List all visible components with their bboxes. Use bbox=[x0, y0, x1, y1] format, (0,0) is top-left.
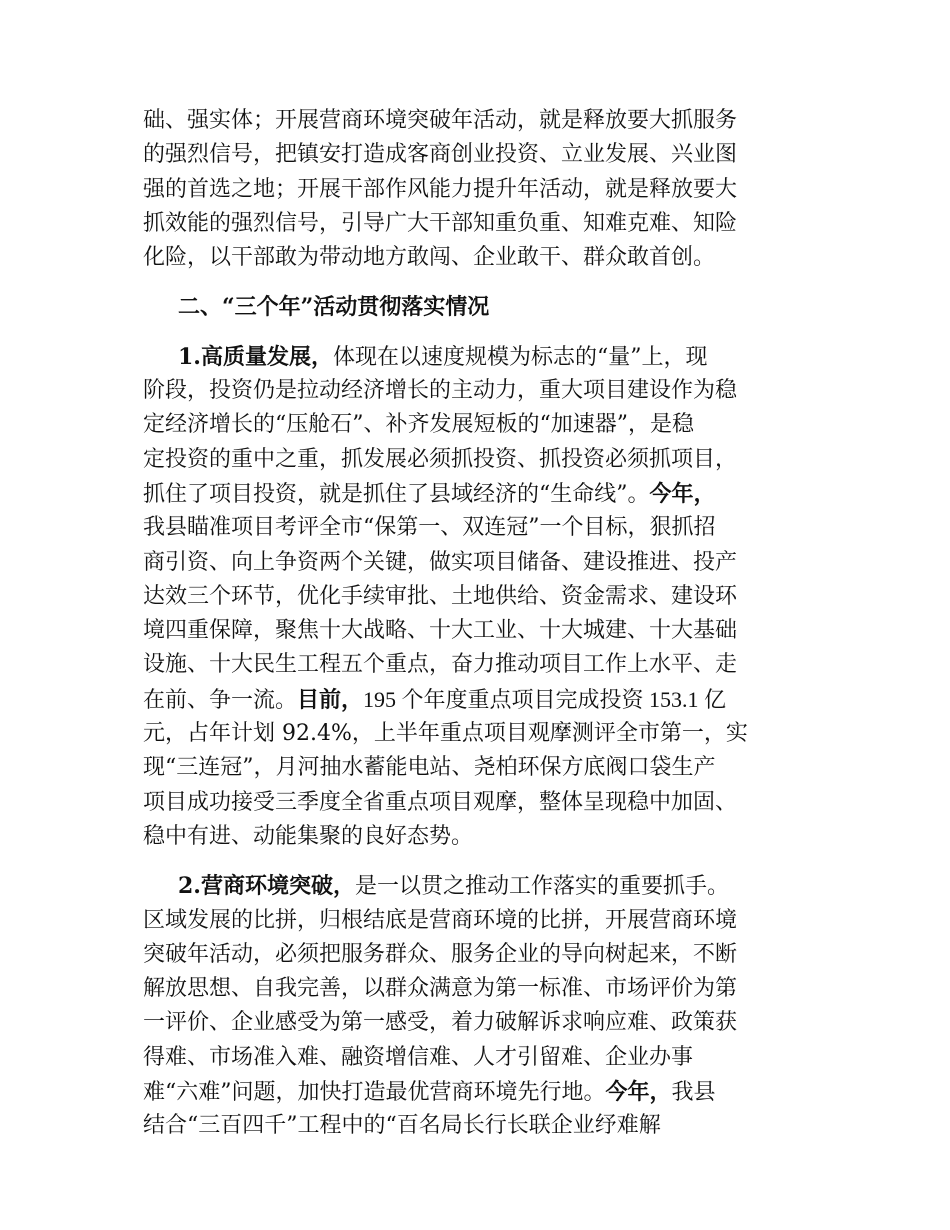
paragraph-line: 境四重保障，聚焦十大战略、十大工业、十大城建、十大基础 bbox=[143, 618, 738, 644]
text-run: 抓住了项目投资，就是抓住了县域经济的“生命线”。 bbox=[143, 481, 650, 507]
intro-paragraph bbox=[143, 104, 811, 275]
paragraph-line: 定经济增长的“压舱石”、补齐发展短板的“加速器”，是稳 bbox=[143, 412, 694, 438]
bold-phrase: 今年， bbox=[605, 1079, 672, 1106]
paragraph-line: 抓效能的强烈信号，引导广大干部知重负重、知难克难、知险 bbox=[143, 210, 738, 236]
paragraph-line: 达效三个环节，优化手续审批、土地供给、资金需求、建设环 bbox=[143, 583, 738, 609]
paragraph-line: 稳中有进、动能集聚的良好态势。 bbox=[143, 823, 474, 849]
paragraph-line: 突破年活动，必须把服务群众、服务企业的导向树起来，不断 bbox=[143, 941, 738, 967]
paragraph-line: 强的首选之地；开展干部作风能力提升年活动，就是释放要大 bbox=[143, 176, 738, 202]
text-run: 难“六难”问题，加快打造最优营商环境先行地。 bbox=[143, 1080, 606, 1106]
paragraph-line bbox=[143, 869, 811, 903]
paragraph-line: 的强烈信号，把镇安打造成客商创业投资、立业发展、兴业图 bbox=[143, 142, 738, 168]
paragraph-line: 结合“三百四千”工程中的“百名局长行长联企业纾难解 bbox=[143, 1113, 661, 1139]
paragraph-line bbox=[143, 340, 811, 374]
lead-text: 是一以贯之推动工作落实的重要抓手。 bbox=[354, 874, 729, 900]
paragraph-line: 设施、十大民生工程五个重点，奋力推动项目工作上水平、走 bbox=[143, 652, 738, 678]
text-run: 在前、争一流。 bbox=[143, 687, 298, 713]
text-run: 195 个年度重点项目完成投资 153.1 亿 bbox=[363, 686, 727, 712]
paragraph-line: 化险，以干部敢为带动地方敢闯、企业敢干、群众敢首创。 bbox=[143, 245, 716, 271]
section-heading: 二、“三个年”活动贯彻落实情况 bbox=[178, 294, 490, 321]
paragraph-line bbox=[143, 477, 811, 511]
bold-phrase: 目前， bbox=[297, 686, 364, 713]
bold-lead: 2.营商环境突破， bbox=[178, 873, 355, 900]
text-run: 我县 bbox=[671, 1080, 716, 1106]
paragraph-line: 区域发展的比拼，归根结底是营商环境的比拼，开展营商环境 bbox=[143, 907, 738, 933]
paragraph-line: 我县瞄准项目考评全市“保第一、双连冠”一个目标，狠抓招 bbox=[143, 515, 716, 541]
paragraph-line: 一评价、企业感受为第一感受，着力破解诉求响应难、政策获 bbox=[143, 1010, 738, 1036]
paragraph-line: 定投资的重中之重，抓发展必须抓投资、抓投资必须抓项目， bbox=[143, 446, 738, 472]
lead-text: 体现在以速度规模为标志的“量”上，现 bbox=[332, 344, 708, 370]
paragraph-line: 解放思想、自我完善，以群众满意为第一标准、市场评价为第 bbox=[143, 976, 738, 1002]
bold-phrase: 今年， bbox=[649, 480, 716, 507]
paragraph-line: 现“三连冠”，月河抽水蓄能电站、尧柏环保方底阀口袋生产 bbox=[143, 755, 716, 781]
document-page bbox=[143, 104, 811, 1144]
paragraph-line: 商引资、向上争资两个关键，做实项目储备、建设推进、投产 bbox=[143, 549, 738, 575]
paragraph-high-quality-development bbox=[143, 340, 811, 854]
paragraph-business-environment bbox=[143, 869, 811, 1143]
paragraph-line bbox=[143, 683, 811, 717]
paragraph-line: 项目成功接受三季度全省重点项目观摩，整体呈现稳中加固、 bbox=[143, 789, 738, 815]
paragraph-line: 础、强实体；开展营商环境突破年活动，就是释放要大抓服务 bbox=[143, 108, 738, 133]
bold-lead: 1.高质量发展， bbox=[178, 343, 333, 370]
paragraph-line: 得难、市场准入难、融资增信难、人才引留难、企业办事 bbox=[143, 1044, 694, 1070]
paragraph-line bbox=[143, 1075, 811, 1109]
paragraph-line: 阶段，投资仍是拉动经济增长的主动力，重大项目建设作为稳 bbox=[143, 378, 738, 404]
paragraph-line: 元，占年计划 92.4%，上半年重点项目观摩测评全市第一，实 bbox=[143, 721, 748, 747]
